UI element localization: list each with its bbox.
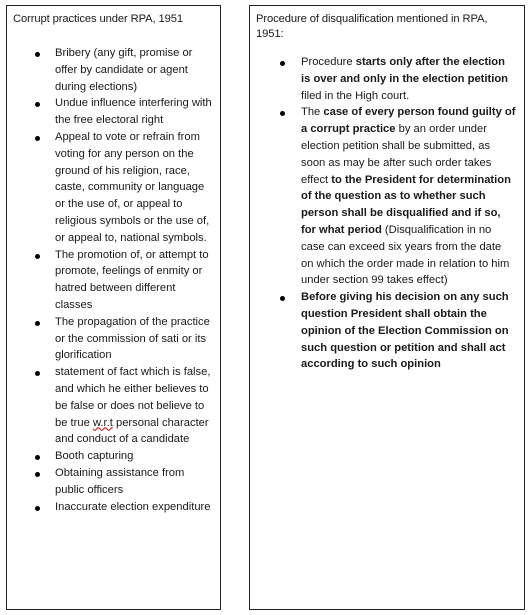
corrupt-practice-text: Booth capturing: [55, 450, 134, 463]
bullet-icon: [35, 52, 40, 57]
corrupt-practices-panel: [6, 5, 221, 610]
bullet-icon: [35, 321, 40, 326]
spellcheck-underlined-text: w.r.t: [92, 416, 113, 429]
bullet-icon: [280, 296, 285, 301]
corrupt-practice-item: [7, 499, 220, 516]
procedure-step-item: [250, 54, 524, 104]
corrupt-practice-text: The promotion of, or attempt to promote, feelings of enmity or hatred between different classes: [55, 248, 209, 311]
corrupt-practices-list: [7, 45, 220, 515]
procedure-step-item: [250, 104, 524, 289]
corrupt-practice-text: Appeal to vote or refrain from voting for any person on the ground of his religion, race, caste, community or language or the use of, or appeal to religious symbols or the use of, or appeal to, national symbols.: [55, 130, 210, 244]
bullet-icon: [35, 455, 40, 460]
corrupt-practice-text: Undue influence interfering with the free electoral right: [55, 97, 212, 127]
corrupt-practice-text: statement of fact which is false, and which he either believes to be false or does not believe to be true: [55, 366, 211, 429]
corrupt-practice-text: Inaccurate election expenditure: [55, 500, 211, 513]
bullet-icon: [35, 472, 40, 477]
corrupt-practice-item: [7, 129, 220, 247]
corrupt-practices-title: Corrupt practices under RPA, 1951: [13, 13, 183, 25]
disqualification-procedure-panel: [249, 5, 525, 610]
bullet-icon: [35, 102, 40, 107]
procedure-bold-text: case of every person found guilty of a corrupt practice: [301, 106, 516, 136]
procedure-text: by an order under election petition shall be submitted, as soon as may be after such order takes effect: [301, 123, 492, 186]
bullet-icon: [35, 136, 40, 141]
disqualification-procedure-title: Procedure of disqualification mentioned in RPA, 1951:: [256, 13, 488, 40]
bullet-icon: [280, 61, 285, 66]
bullet-icon: [35, 506, 40, 511]
corrupt-practice-item: [7, 95, 220, 129]
corrupt-practice-item: [7, 448, 220, 465]
bullet-icon: [35, 254, 40, 259]
corrupt-practice-item: [7, 364, 220, 448]
corrupt-practice-item: [7, 247, 220, 314]
bullet-icon: [280, 111, 285, 116]
procedure-text: Procedure: [301, 56, 356, 68]
procedure-text: filed in the High court.: [301, 89, 410, 102]
procedure-text: The: [301, 106, 324, 119]
corrupt-practice-text: Obtaining assistance from public officers: [55, 466, 185, 496]
corrupt-practice-item: [7, 314, 220, 364]
corrupt-practice-text: personal character and conduct of a candidate: [55, 416, 209, 446]
corrupt-practice-text: The propagation of the practice or the commission of sati or its glorification: [55, 315, 210, 362]
corrupt-practice-item: [7, 465, 220, 499]
procedure-step-item: [250, 289, 524, 373]
procedure-bold-text: to the President for determination of the question as to whether such person shall be disqualified and if so, for what period: [301, 173, 511, 236]
corrupt-practice-item: [7, 45, 220, 95]
bullet-icon: [35, 371, 40, 376]
procedure-text: (Disqualification in no case can exceed six years from the date on which the order made in relation to him under section 99 takes effect): [301, 223, 510, 287]
procedure-bold-text: Before giving his decision on any such question President shall obtain the opinion of the Election Commission on such question or petition and shall act according to such opinion: [301, 291, 509, 371]
corrupt-practice-text: Bribery (any gift, promise or offer by candidate or agent during elections): [55, 47, 193, 93]
procedure-bold-text: starts only after the election is over and only in the election petition: [301, 56, 508, 85]
disqualification-procedure-list: [250, 54, 524, 373]
